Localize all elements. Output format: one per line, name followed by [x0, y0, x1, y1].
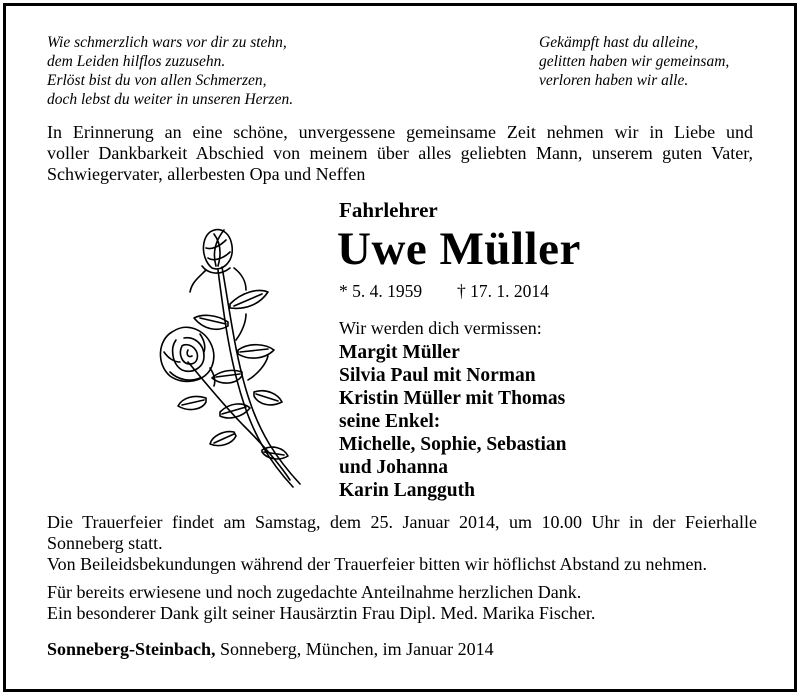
special-thanks-text: Ein besonderer Dank gilt seiner Hausärztin Frau Dipl. Med. Marika Fischer. [47, 603, 596, 623]
death-date: † 17. 1. 2014 [457, 281, 549, 301]
mourner-name: Kristin Müller mit Thomas [339, 388, 566, 409]
mourners-list [339, 341, 567, 502]
intro-line: Schwiegervater, allerbesten Opa und Neffen [47, 164, 366, 184]
poem-line: verloren haben wir alle. [539, 72, 689, 89]
poem-line: Wie schmerzlich wars vor dir zu stehn, [47, 34, 287, 51]
mourner-name: und Johanna [339, 457, 448, 478]
mourner-name: seine Enkel: [339, 411, 441, 432]
poem-left [47, 33, 293, 109]
rose-drawing [150, 222, 310, 490]
place-bold: Sonneberg-Steinbach, [47, 639, 216, 659]
mourner-name: Karin Langguth [339, 480, 475, 501]
intro-line: voller Dankbarkeit Abschied von meinem über alles geliebten Mann, unserem guten Vater, [47, 143, 753, 163]
mourner-name: Margit Müller [339, 342, 460, 363]
poem-line: gelitten haben wir gemeinsam, [539, 53, 730, 70]
life-dates [339, 281, 549, 302]
mourner-name: Michelle, Sophie, Sebastian [339, 434, 567, 455]
poem-line: doch lebst du weiter in unseren Herzen. [47, 91, 294, 108]
poem-line: dem Leiden hilflos zuzusehn. [47, 53, 226, 70]
condolence-notice: Von Beileidsbekundungen während der Trauerfeier bitten wir höflichst Abstand zu nehmen. [47, 554, 708, 574]
funeral-line: Die Trauerfeier findet am Samstag, dem 25. Januar 2014, um 10.00 Uhr in der Feierhalle [47, 512, 757, 532]
mourners-heading: Wir werden dich vermissen: [339, 318, 542, 338]
funeral-notice [47, 512, 757, 554]
poem-line: Erlöst bist du von allen Schmerzen, [47, 72, 267, 89]
place-rest: Sonneberg, München, im Januar 2014 [215, 639, 494, 659]
intro-paragraph [47, 122, 753, 185]
poem-line: Gekämpft hast du alleine, [539, 34, 699, 51]
thanks-text: Für bereits erwiesene und noch zugedachte Anteilnahme herzlichen Dank. [47, 582, 582, 602]
poem-right [539, 33, 729, 90]
deceased-name: Uwe Müller [337, 223, 581, 275]
profession: Fahrlehrer [339, 198, 438, 222]
place-date [47, 639, 757, 660]
birth-date: * 5. 4. 1959 [339, 281, 423, 301]
funeral-line: Sonneberg statt. [47, 533, 163, 553]
mourner-name: Silvia Paul mit Norman [339, 365, 536, 386]
intro-line: In Erinnerung an eine schöne, unvergessene gemeinsame Zeit nehmen wir in Liebe und [47, 122, 753, 142]
